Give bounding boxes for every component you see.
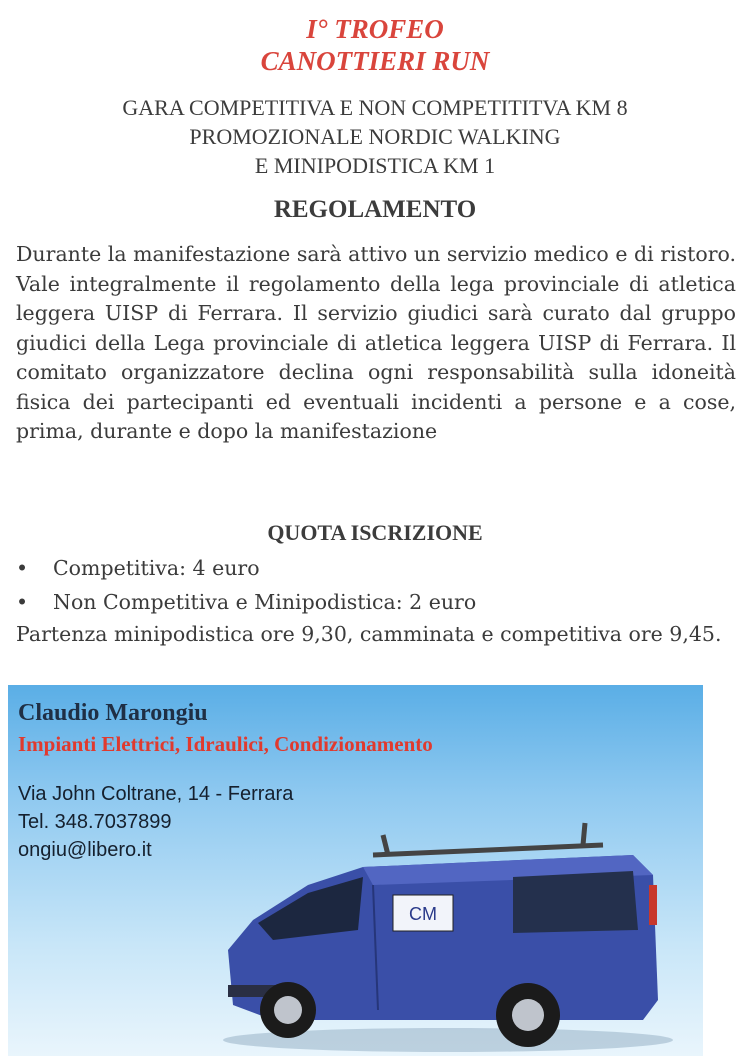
subtitle-line-1: GARA COMPETITIVA E NON COMPETITITVA KM 8 xyxy=(122,95,628,120)
van-image xyxy=(213,815,683,1055)
quota-item-non-competitiva: Non Competitiva e Minipodistica: 2 euro xyxy=(53,590,477,614)
title-line-1: I° TROFEO xyxy=(306,14,444,44)
sponsor-address: Via John Coltrane, 14 - Ferrara xyxy=(18,783,294,805)
sponsor-name: Claudio Marongiu xyxy=(18,700,208,726)
partenza-text: Partenza minipodistica ore 9,30, camminata e competitiva ore 9,45. xyxy=(16,622,722,646)
sponsor-email: ongiu@libero.it xyxy=(18,839,152,861)
bullet-icon: • xyxy=(16,590,29,614)
regolamento-text: Durante la manifestazione sarà attivo un servizio medico e di ristoro. Vale integralmente il regolamento della lega provinciale di atletica leggera UISP di Ferrara. Il servizio giudici sarà curato dal gruppo giudici della Lega provinciale di atletica leggera UISP di Ferrara. Il comitato organizzatore declina ogni responsabilità sulla idoneità fisica dei partecipanti ed eventuali incidenti a persone e a cose, prima, durante e dopo la manifestazione xyxy=(16,242,736,443)
title-line-2: CANOTTIERI RUN xyxy=(260,46,490,76)
quota-heading: QUOTA ISCRIZIONE xyxy=(267,520,483,545)
sponsor-phone: Tel. 348.7037899 xyxy=(18,811,172,833)
sponsor-ad xyxy=(8,685,703,1056)
bullet-icon: • xyxy=(16,556,29,580)
sponsor-services: Impianti Elettrici, Idraulici, Condizionamento xyxy=(18,732,433,756)
subtitle-line-2: PROMOZIONALE NORDIC WALKING xyxy=(189,124,561,149)
subtitle-line-3: E MINIPODISTICA KM 1 xyxy=(254,153,496,178)
regolamento-heading: REGOLAMENTO xyxy=(273,196,477,223)
list-item xyxy=(16,587,736,621)
van-logo-text: CM xyxy=(409,904,437,924)
quota-item-competitiva: Competitiva: 4 euro xyxy=(53,556,260,580)
quota-list xyxy=(16,553,736,621)
list-item xyxy=(16,553,736,587)
